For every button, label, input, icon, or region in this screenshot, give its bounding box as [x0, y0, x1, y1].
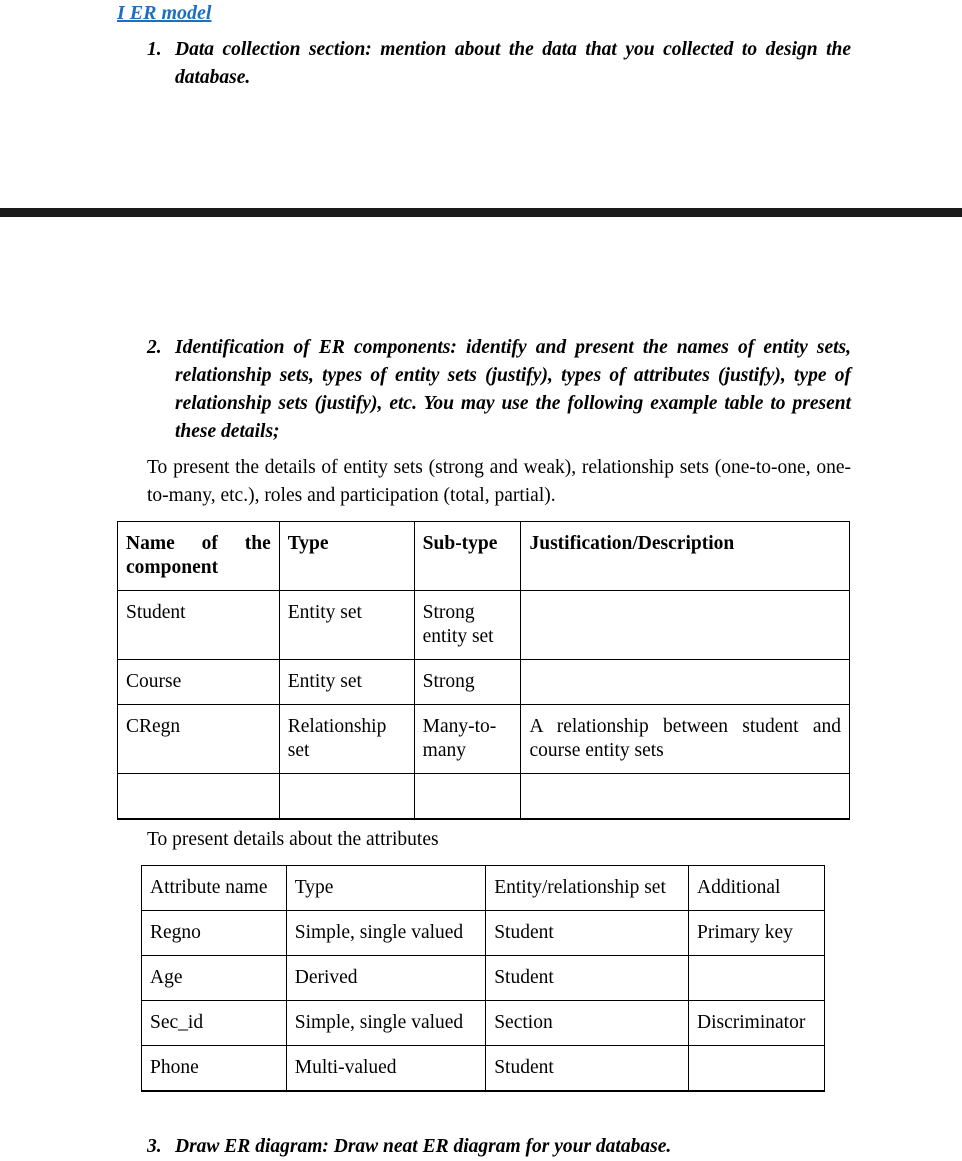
table-cell: [521, 660, 850, 705]
table-cell: Derived: [286, 956, 485, 1001]
table-cell: Entity set: [279, 660, 414, 705]
table-cell: Student: [118, 591, 280, 660]
components-intro-text: To present the details of entity sets (strong and weak), relationship sets (one-to-one, one-to-many, etc.), roles and participation (total, partial).: [147, 457, 851, 506]
question-text: Data collection section: mention about the data that you collected to design the database.: [175, 39, 851, 88]
question-3: [147, 1133, 851, 1161]
attributes-table: [141, 865, 825, 1092]
table-cell: Student: [486, 1046, 689, 1091]
table-cell: Student: [486, 911, 689, 956]
table-cell: Strong entity set: [414, 591, 521, 660]
question-text: Draw ER diagram: Draw neat ER diagram for your database.: [175, 1136, 672, 1157]
table-cell: Strong: [414, 660, 521, 705]
table-cell: Sec_id: [142, 1001, 287, 1046]
table-row: [142, 1001, 825, 1046]
table-cell: Simple, single valued: [286, 1001, 485, 1046]
table-cell: Age: [142, 956, 287, 1001]
table-cell: Discriminator: [689, 1001, 825, 1046]
header-cell: Name of the component: [118, 522, 280, 591]
table-row: [142, 1046, 825, 1091]
table-cell: [521, 591, 850, 660]
table-header-row: [142, 866, 825, 911]
table-row: [118, 591, 850, 660]
table-cell: Relationship set: [279, 705, 414, 774]
header-cell: Justification/Description: [521, 522, 850, 591]
table-cell: Multi-valued: [286, 1046, 485, 1091]
table-cell: Regno: [142, 911, 287, 956]
table-row: [142, 911, 825, 956]
table-cell: Primary key: [689, 911, 825, 956]
attributes-intro-text: To present details about the attributes: [147, 829, 439, 850]
header-cell: Type: [286, 866, 485, 911]
table-row: [118, 774, 850, 819]
table-cell: CRegn: [118, 705, 280, 774]
table-cell: A relationship between student and course entity sets: [521, 705, 850, 774]
table-cell: Entity set: [279, 591, 414, 660]
table-cell: Phone: [142, 1046, 287, 1091]
table-cell: [521, 774, 850, 819]
table-cell: Student: [486, 956, 689, 1001]
header-cell: Sub-type: [414, 522, 521, 591]
question-text: Identification of ER components: identify and present the names of entity sets, relationship sets, types of entity sets (justify), types of attributes (justify), type of relationship sets (justify), etc. You may use the following example table to present these details;: [175, 337, 851, 442]
table-cell: [689, 1046, 825, 1091]
question-2: [147, 334, 851, 446]
question-number: 3.: [147, 1136, 162, 1157]
header-cell: Entity/relationship set: [486, 866, 689, 911]
question-number: 1.: [147, 39, 162, 60]
table-cell: [118, 774, 280, 819]
table-cell: Course: [118, 660, 280, 705]
table-cell: [414, 774, 521, 819]
table-cell: Section: [486, 1001, 689, 1046]
table-cell: [279, 774, 414, 819]
section-divider: [0, 208, 962, 217]
table-row: [142, 956, 825, 1001]
table-cell: [689, 956, 825, 1001]
table-cell: Simple, single valued: [286, 911, 485, 956]
header-cell: Type: [279, 522, 414, 591]
header-cell: Attribute name: [142, 866, 287, 911]
table-cell: Many-to-many: [414, 705, 521, 774]
section-title-link[interactable]: I ER model: [117, 2, 212, 24]
table-row: [118, 660, 850, 705]
table-row: [118, 705, 850, 774]
question-1: [147, 36, 851, 92]
components-table: [117, 521, 850, 820]
question-number: 2.: [147, 337, 162, 358]
header-cell: Additional: [689, 866, 825, 911]
table-header-row: [118, 522, 850, 591]
